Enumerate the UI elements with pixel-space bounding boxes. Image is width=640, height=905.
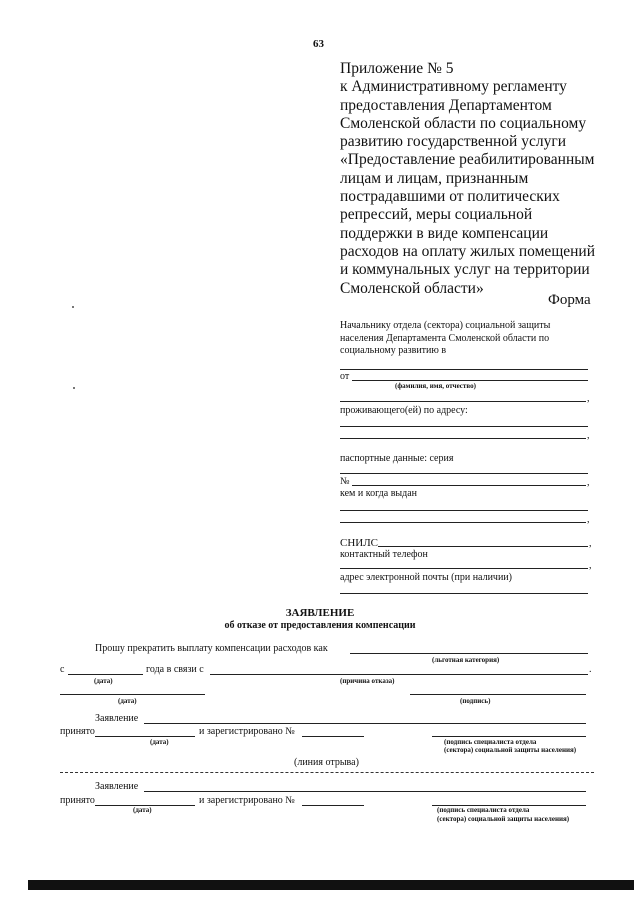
comma: , (587, 430, 590, 441)
phone-label: контактный телефон (340, 549, 428, 560)
appendix-header (340, 60, 595, 298)
header-line: к Административному регламенту (340, 78, 567, 96)
header-line: и коммунальных услуг на территории (340, 261, 590, 279)
address-field-2[interactable] (340, 438, 586, 439)
specialist-hint: (сектора) социальной защиты населения) (444, 746, 577, 754)
header-line: развитию государственной услуги (340, 133, 566, 151)
scan-speck (73, 387, 75, 389)
cut-line-label: (линия отрыва) (294, 757, 359, 768)
scan-border-bar (28, 880, 634, 890)
snils-field[interactable] (378, 546, 588, 547)
specialist-hint: (подпись специалиста отдела (444, 738, 537, 746)
reason-field[interactable] (210, 674, 588, 675)
addressee-block (340, 320, 550, 358)
c-label: с (60, 664, 65, 675)
benefit-category-field[interactable] (350, 653, 588, 654)
header-line: расходов на оплату жилых помещений (340, 242, 596, 260)
date-hint: (дата) (150, 738, 169, 746)
statement-label: Заявление (95, 713, 139, 724)
header-line: предоставления Департаментом (340, 96, 552, 114)
addressee-line: социальному развитию в (340, 345, 447, 356)
header-line: Смоленской области» (340, 279, 484, 297)
comma: , (587, 393, 590, 404)
comma: , (589, 538, 592, 549)
department-blank[interactable] (340, 369, 588, 370)
snils-label: СНИЛС (340, 537, 379, 549)
passport-series-field[interactable] (340, 473, 588, 474)
signature-hint: (подпись) (460, 697, 491, 705)
scan-speck (72, 306, 74, 308)
date-hint: (дата) (133, 806, 152, 814)
addressee-line: Начальнику отдела (сектора) социальной защиты (340, 320, 551, 331)
page-number: 63 (313, 38, 324, 50)
statement-field[interactable] (144, 723, 586, 724)
accepted-date-field[interactable] (95, 736, 195, 737)
cut-line (60, 772, 594, 773)
header-line: лицам и лицам, признанным (340, 169, 529, 187)
header-line: Приложение № 5 (340, 60, 454, 77)
date-field[interactable] (68, 674, 143, 675)
header-line: Смоленской области по социальному (340, 114, 587, 132)
header-line: репрессий, меры социальной (340, 206, 533, 224)
statement-label: Заявление (95, 781, 139, 792)
statement-title: ЗАЯВЛЕНИЕ (285, 607, 355, 619)
specialist-signature-field[interactable] (432, 736, 586, 737)
issued-field-1[interactable] (340, 510, 588, 511)
email-label: адрес электронной почты (при наличии) (340, 572, 512, 583)
email-field[interactable] (340, 593, 588, 594)
signature-field[interactable] (410, 694, 586, 695)
forma-label: Форма (548, 292, 591, 308)
registration-number-field[interactable] (302, 736, 364, 737)
benefit-hint: (льготная категория) (432, 656, 500, 664)
comma: , (587, 477, 590, 488)
fio-hint: (фамилия, имя, отчество) (395, 382, 476, 390)
statement-field[interactable] (144, 791, 586, 792)
specialist-hint: (сектора) социальной защиты населения) (437, 815, 570, 823)
from-label: от (340, 371, 350, 382)
date-hint: (дата) (118, 697, 137, 705)
addressee-line: населения Департамента Смоленской области по (340, 332, 550, 344)
fio-field-2[interactable] (340, 401, 586, 402)
comma: , (589, 560, 592, 571)
residence-label: проживающего(ей) по адресу: (340, 405, 468, 416)
header-line: поддержки в виде компенсации (340, 224, 549, 242)
comma: , (587, 514, 590, 525)
sign-date-field[interactable] (60, 694, 205, 695)
issued-field-2[interactable] (340, 522, 586, 523)
header-line: пострадавшими от политических (340, 188, 560, 206)
passport-label: паспортные данные: серия (340, 453, 454, 464)
issued-label: кем и когда выдан (340, 488, 418, 499)
phone-field[interactable] (340, 568, 588, 569)
header-line: «Предоставление реабилитированным (340, 151, 595, 169)
accepted-label: принято (60, 726, 95, 737)
year-due-label: года в связи с (146, 664, 204, 675)
fio-field[interactable] (352, 380, 588, 381)
accepted-label: принято (60, 795, 95, 806)
request-text: Прошу прекратить выплату компенсации расходов как (95, 643, 328, 654)
date-hint: (дата) (94, 677, 113, 685)
registered-label: и зарегистрировано № (199, 726, 295, 737)
passport-number-field[interactable] (352, 485, 586, 486)
registration-number-field[interactable] (302, 805, 364, 806)
statement-subtitle: об отказе от предоставления компенсации (224, 620, 416, 631)
specialist-hint: (подпись специалиста отдела (437, 806, 530, 814)
number-label: № (340, 476, 350, 487)
registered-label: и зарегистрировано № (199, 795, 295, 806)
reason-hint: (причина отказа) (340, 677, 395, 685)
period: . (589, 664, 592, 675)
address-field-1[interactable] (340, 426, 588, 427)
